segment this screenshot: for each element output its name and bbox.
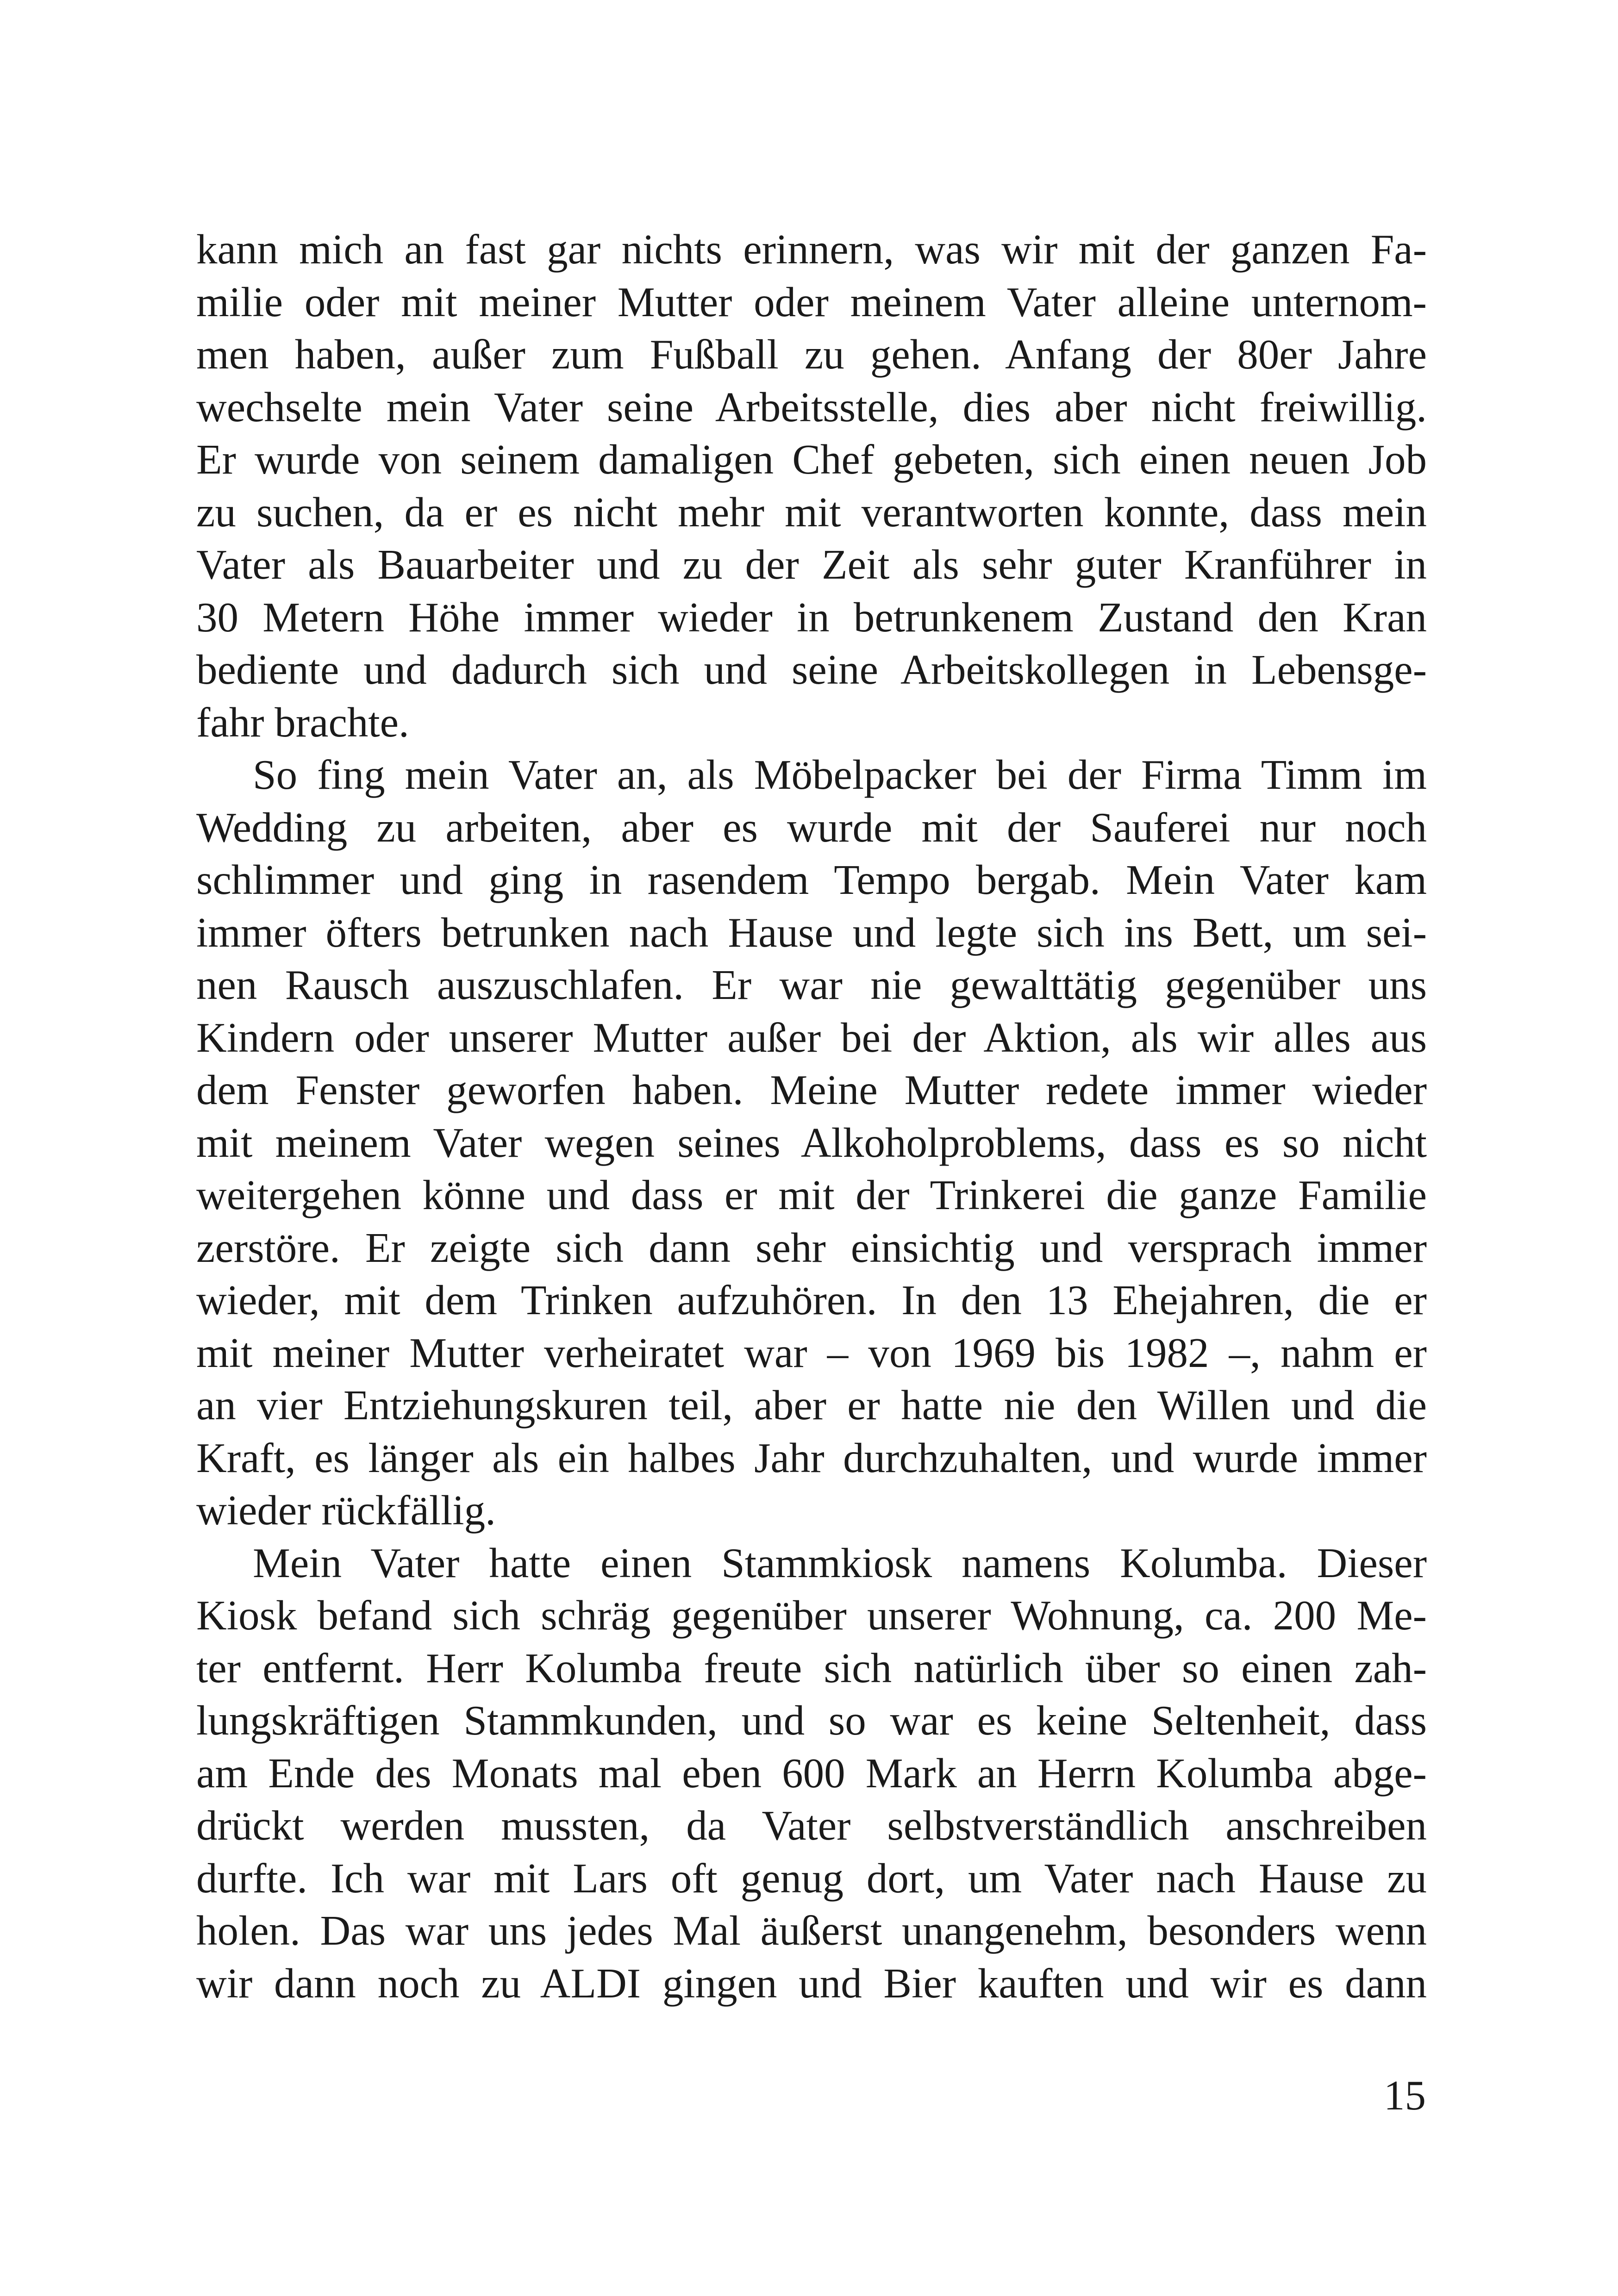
text-line: zerstöre. Er zeigte sich dann sehr einsichtig und versprach immer — [196, 1224, 1427, 1271]
text-line: an vier Entziehungskuren teil, aber er hatte nie den Willen und die — [196, 1382, 1427, 1429]
text-line: immer öfters betrunken nach Hause und legte sich ins Bett, um sei- — [196, 909, 1427, 956]
text-line: wieder rückfällig. — [196, 1487, 496, 1534]
text-line: nen Rausch auszuschlafen. Er war nie gewalttätig gegenüber uns — [196, 961, 1427, 1008]
text-line: Mein Vater hatte einen Stammkiosk namens Kolumba. Dieser — [253, 1539, 1427, 1586]
text-line: milie oder mit meiner Mutter oder meinem Vater alleine unternom- — [196, 278, 1427, 325]
text-line: ter entfernt. Herr Kolumba freute sich natürlich über so einen zah- — [196, 1644, 1427, 1691]
text-line: durfte. Ich war mit Lars oft genug dort, um Vater nach Hause zu — [196, 1854, 1427, 1902]
text-line: So fing mein Vater an, als Möbelpacker bei der Firma Timm im — [253, 751, 1427, 798]
body-text — [196, 223, 1427, 2009]
text-line: lungskräftigen Stammkunden, und so war es keine Seltenheit, dass — [196, 1697, 1427, 1744]
text-line: bediente und dadurch sich und seine Arbeitskollegen in Lebensge- — [196, 646, 1427, 693]
text-line: wir dann noch zu ALDI gingen und Bier kauften und wir es dann — [196, 1959, 1427, 2007]
text-line: wieder, mit dem Trinken aufzuhören. In den 13 Ehejahren, die er — [196, 1277, 1427, 1323]
text-line: schlimmer und ging in rasendem Tempo bergab. Mein Vater kam — [196, 856, 1427, 903]
text-line: Vater als Bauarbeiter und zu der Zeit als sehr guter Kranführer in — [196, 541, 1427, 588]
text-line: kann mich an fast gar nichts erinnern, was wir mit der ganzen Fa- — [196, 226, 1427, 273]
page-number: 15 — [1384, 2072, 1426, 2119]
text-line: dem Fenster geworfen haben. Meine Mutter redete immer wieder — [196, 1067, 1427, 1113]
text-line: zu suchen, da er es nicht mehr mit verantworten konnte, dass mein — [196, 488, 1427, 536]
text-line: Er wurde von seinem damaligen Chef gebeten, sich einen neuen Job — [196, 436, 1427, 483]
text-line: wechselte mein Vater seine Arbeitsstelle, dies aber nicht freiwillig. — [196, 383, 1427, 430]
text-line: weitergehen könne und dass er mit der Trinkerei die ganze Familie — [196, 1172, 1427, 1218]
text-line: Kiosk befand sich schräg gegenüber unserer Wohnung, ca. 200 Me- — [196, 1592, 1427, 1639]
text-line: 30 Metern Höhe immer wieder in betrunkenem Zustand den Kran — [196, 593, 1427, 641]
text-line: mit meiner Mutter verheiratet war – von 1969 bis 1982 –, nahm er — [196, 1329, 1427, 1376]
text-line: men haben, außer zum Fußball zu gehen. Anfang der 80er Jahre — [196, 331, 1427, 378]
text-line: holen. Das war uns jedes Mal äußerst unangenehm, besonders wenn — [196, 1907, 1427, 1954]
text-line: fahr brachte. — [196, 699, 409, 746]
text-line: am Ende des Monats mal eben 600 Mark an Herrn Kolumba abge- — [196, 1749, 1427, 1797]
text-line: Kindern oder unserer Mutter außer bei der Aktion, als wir alles aus — [196, 1014, 1427, 1061]
text-line: drückt werden mussten, da Vater selbstverständlich anschreiben — [196, 1802, 1427, 1849]
text-line: Wedding zu arbeiten, aber es wurde mit der Sauferei nur noch — [196, 804, 1427, 851]
text-line: Kraft, es länger als ein halbes Jahr durchzuhalten, und wurde immer — [196, 1434, 1427, 1481]
text-line: mit meinem Vater wegen seines Alkoholproblems, dass es so nicht — [196, 1119, 1427, 1166]
